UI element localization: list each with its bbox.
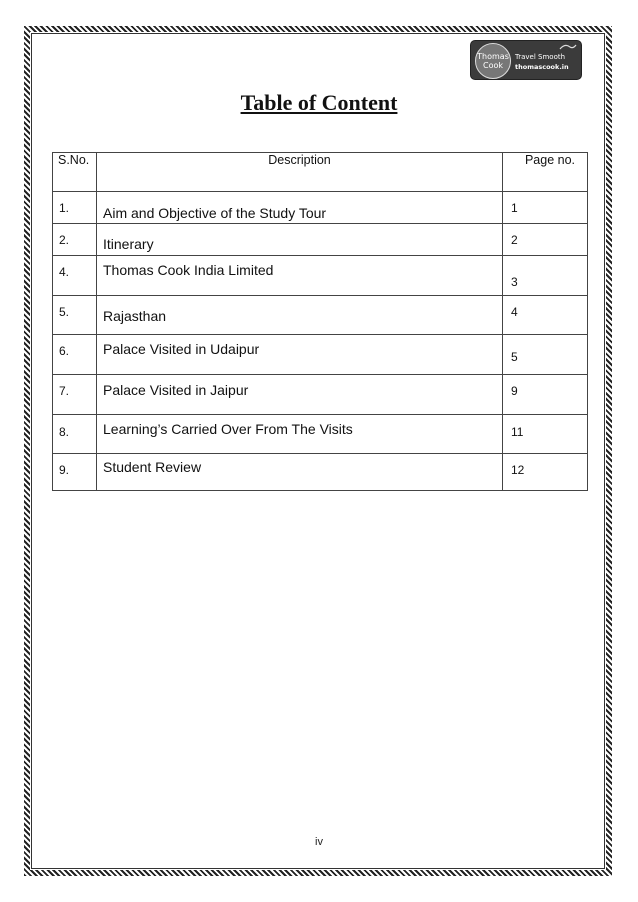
row-description: Palace Visited in Udaipur <box>103 341 260 357</box>
row-description: Student Review <box>103 459 202 475</box>
table-row <box>53 335 588 375</box>
row-page: 4 <box>511 305 518 319</box>
thomas-cook-logo <box>470 40 582 80</box>
row-description: Aim and Objective of the Study Tour <box>103 205 327 221</box>
header-description: Description <box>97 153 503 192</box>
row-description: Itinerary <box>103 236 154 252</box>
row-page: 1 <box>511 201 518 215</box>
row-page: 9 <box>511 384 518 398</box>
table-row <box>53 296 588 335</box>
table-header-row <box>53 153 588 192</box>
row-sno: 9. <box>59 463 70 477</box>
row-sno: 7. <box>59 384 70 398</box>
swirl-icon <box>559 43 577 51</box>
row-description: Palace Visited in Jaipur <box>103 382 249 398</box>
logo-disc <box>475 43 511 79</box>
page-number: iv <box>315 836 323 848</box>
table-row <box>53 454 588 491</box>
row-sno: 2. <box>59 233 70 247</box>
logo-disc-line2: Cook <box>482 61 503 70</box>
row-page: 3 <box>511 275 518 289</box>
header-sno: S.No. <box>53 153 97 192</box>
row-sno: 5. <box>59 305 70 319</box>
row-sno: 6. <box>59 344 70 358</box>
row-page: 12 <box>511 463 525 477</box>
table-row <box>53 415 588 454</box>
logo-site: thomascook.in <box>515 63 569 71</box>
row-sno: 8. <box>59 425 70 439</box>
row-sno: 1. <box>59 201 70 215</box>
toc-table <box>52 152 588 491</box>
row-page: 2 <box>511 233 518 247</box>
row-description: Thomas Cook India Limited <box>103 262 274 278</box>
row-description: Learning’s Carried Over From The Visits <box>103 421 353 437</box>
table-row <box>53 375 588 415</box>
logo-tagline: Travel Smooth <box>515 53 566 61</box>
table-row <box>53 192 588 224</box>
row-description: Rajasthan <box>103 308 167 324</box>
page-title: Table of Content <box>240 90 398 115</box>
row-sno: 4. <box>59 265 70 279</box>
row-page: 5 <box>511 350 518 364</box>
header-page: Page no. <box>503 153 588 192</box>
table-row <box>53 224 588 256</box>
logo-disc-line1: Thomas <box>477 52 509 61</box>
table-row <box>53 256 588 296</box>
row-page: 11 <box>511 425 524 439</box>
